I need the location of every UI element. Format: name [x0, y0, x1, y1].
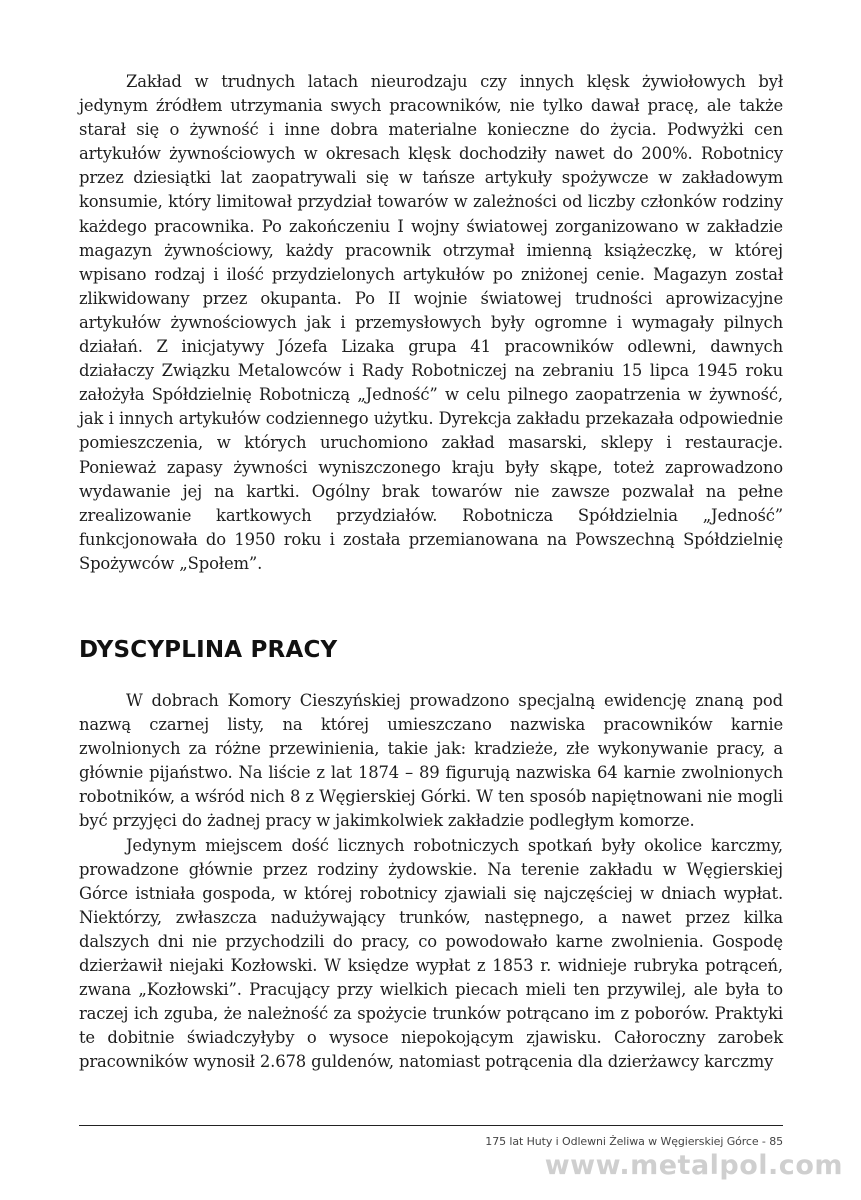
- footer-divider: [79, 1125, 783, 1126]
- section-paragraph-1: W dobrach Komory Cieszyńskiej prowadzono specjalną ewidencję znaną pod nazwą czarnej listy, na której umieszczano nazwiska pracowników karnie zwolnionych za różne przewinienia, takie jak: kradzieże, złe wykonywanie pracy, a głównie pijaństwo. Na liście z lat 1874 – 89 figurują nazwiska 64 karnie zwolnionych robotników, a wśród nich 8 z Węgierskiej Górki. W ten sposób napiętnowani nie mogli być przyjęci do żadnej pracy w jakimkolwiek zakładzie podległym komorze.: [79, 691, 783, 831]
- section-body: [79, 689, 783, 1075]
- intro-block: [79, 70, 783, 576]
- watermark: www.metalpol.com: [544, 1150, 843, 1181]
- section-heading: DYSCYPLINA PRACY: [79, 637, 338, 663]
- intro-paragraph: Zakład w trudnych latach nieurodzaju czy innych klęsk żywiołowych był jedynym źródłem utrzymania swych pracowników, nie tylko dawał pracę, ale także starał się o żywność i inne dobra materialne konieczne do życia. Podwyżki cen artykułów żywnościowych w okresach klęsk dochodziły nawet do 200%. Robotnicy przez dziesiątki lat zaopatrywali się w tańsze artykuły spożywcze w zakładowym konsumie, który limitował przydział towarów w zależności od liczby członków rodziny każdego pracownika. Po zakończeniu I wojny światowej zorganizowano w zakładzie magazyn żywnościowy, każdy pracownik otrzymał imienną książeczkę, w której wpisano rodzaj i ilość przydzielonych artykułów po zniżonej cenie. Magazyn został zlikwidowany przez okupanta. Po II wojnie światowej trudności aprowizacyjne artykułów żywnościowych jak i przemysłowych były ogromne i wymagały pilnych działań. Z inicjatywy Józefa Lizaka grupa 41 pracowników odlewni, dawnych działaczy Związku Metalowców i Rady Robotniczej na zebraniu 15 lipca 1945 roku założyła Spółdzielnię Robotniczą „Jedność” w celu pilnego zaopatrzenia w żywność, jak i innych artykułów codziennego użytku. Dyrekcja zakładu przekazała odpowiednie pomieszczenia, w których uruchomiono zakład masarski, sklepy i restauracje. Ponieważ zapasy żywności wyniszczonego kraju były skąpe, toteż zaprowadzono wydawanie jej na kartki. Ogólny brak towarów nie zawsze pozwalał na pełne zrealizowanie kartkowych przydziałów. Robotnicza Spółdzielnia „Jedność” funkcjonowała do 1950 roku i została przemianowana na Powszechną Spółdzielnię Spożywców „Społem”.: [79, 72, 783, 573]
- section-paragraph-2: Jedynym miejscem dość licznych robotniczych spotkań były okolice karczmy, prowadzone głównie przez rodziny żydowskie. Na terenie zakładu w Węgierskiej Górce istniała gospoda, w której robotnicy zjawiali się najczęściej w dniach wypłat. Niektórzy, zwłaszcza nadużywający trunków, następnego, a nawet przez kilka dalszych dni nie przychodzili do pracy, co powodowało karne zwolnienia. Gospodę dzierżawił niejaki Kozłowski. W księdze wypłat z 1853 r. widnieje rubryka potrąceń, zwana „Kozłowski”. Pracujący przy wielkich piecach mieli ten przywilej, ale była to raczej ich zguba, że należność za spożycie trunków potrącano im z poborów. Praktyki te dobitnie świadczyłyby o wysoce niepokojącym zjawisku. Całoroczny zarobek pracowników wynosił 2.678 guldenów, natomiast potrącenia dla dzierżawcy karczmy: [79, 835, 783, 1072]
- footer-running-title: 175 lat Huty i Odlewni Żeliwa w Węgierskiej Górce - 85: [485, 1135, 783, 1148]
